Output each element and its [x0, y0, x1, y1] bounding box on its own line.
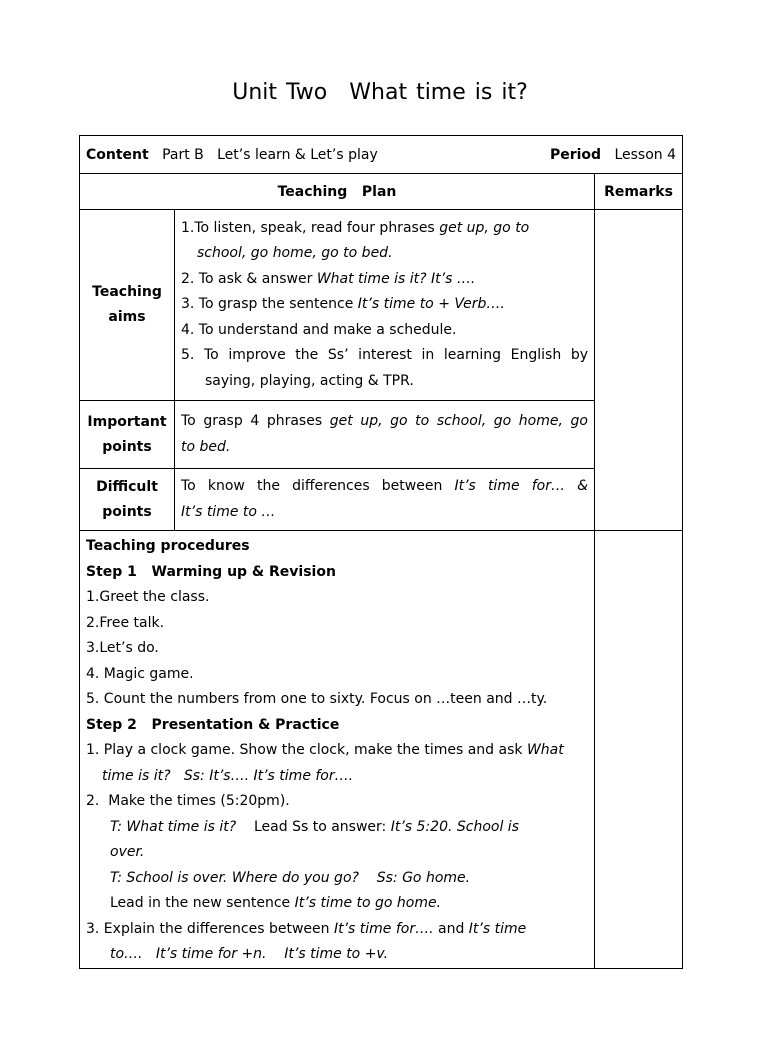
step1-item2: 2.Free talk. [86, 614, 165, 631]
important-line1 [181, 409, 588, 435]
aims-content [175, 210, 595, 401]
step1-item5: 5. Count the numbers from one to sixty. Focus on …teen and …ty. [86, 691, 548, 707]
step2-item2-lead: Lead Ss to answer: [236, 818, 391, 835]
aim-3 [181, 292, 588, 318]
difficult-label-line1: Difficult [96, 478, 158, 495]
aims-label-line2: aims [108, 309, 146, 325]
important-row [80, 401, 683, 469]
aim-3-text: 3. To grasp the sentence [181, 296, 358, 313]
title-question: What time is it? [349, 80, 528, 105]
content-label: Content [86, 146, 149, 163]
difficult-label [80, 469, 175, 531]
important-label-line1: Important [87, 413, 167, 430]
aim-5-continued: saying, playing, acting & TPR. [205, 372, 414, 389]
step2-item1-question: What [526, 742, 564, 758]
aim-1-continued: school, go home, go to bed. [197, 245, 393, 262]
lesson-plan-table [79, 135, 683, 969]
step2-item3-continued: to…. It’s time for +n. It’s time to +v. [110, 946, 389, 962]
step2-item1-continued: time is it? Ss: It’s…. It’s time for…. [102, 767, 354, 784]
procedures-content [80, 531, 595, 969]
step2-item1 [86, 738, 588, 764]
step2-item3-phrase2: It’s time [468, 920, 527, 937]
important-label-line2: points [102, 438, 152, 455]
aims-row [80, 210, 683, 401]
step1-item3: 3.Let’s do. [86, 640, 159, 656]
step2-item3-and: and [433, 920, 469, 937]
remarks-heading [595, 174, 683, 210]
difficult-row [80, 469, 683, 531]
step1-item4: 4. Magic game. [86, 665, 194, 682]
step1-item1: 1.Greet the class. [86, 589, 210, 605]
remarks-cell [595, 210, 683, 531]
step2-item2-dialogue [86, 815, 588, 841]
aim-1 [181, 216, 588, 242]
step2-item2-lead-in-text: Lead in the new sentence [110, 895, 295, 911]
header-row [80, 136, 683, 174]
step2-item2-answer: It’s 5:20. School is [390, 818, 519, 835]
step2-item3 [86, 917, 588, 943]
step2-heading: Step 2 Presentation & Practice [86, 716, 340, 733]
step2-item1-text: 1. Play a clock game. Show the clock, make the times and ask [86, 742, 527, 758]
step1-heading: Step 1 Warming up & Revision [86, 563, 336, 580]
aim-1-phrase: get up, go to [439, 219, 530, 236]
procedures-remarks-cell [595, 531, 683, 969]
important-text: To grasp 4 phrases [181, 413, 330, 429]
header-cell [80, 136, 683, 174]
difficult-content [175, 469, 595, 531]
important-content [175, 401, 595, 469]
difficult-line2: It’s time to … [181, 503, 276, 520]
period-value: Lesson 4 [614, 146, 676, 163]
teaching-plan-heading [80, 174, 595, 210]
period-label: Period [549, 146, 602, 163]
difficult-phrase: It’s time for… & [454, 478, 588, 494]
step2-item2-answer-continued: over. [110, 844, 145, 860]
step2-item2-teacher-question: T: What time is it? [110, 818, 237, 835]
procedures-row [80, 531, 683, 969]
aim-3-phrase: It’s time to + Verb…. [357, 296, 505, 313]
aim-2-phrase: What time is it? It’s …. [316, 270, 476, 287]
difficult-label-line2: points [102, 503, 152, 520]
step2-item2-dialogue2: T: School is over. Where do you go? Ss: Go home. [110, 869, 471, 886]
step2-item2-new-sentence: It’s time to go home. [294, 895, 442, 911]
title-unit: Unit Two [232, 80, 328, 105]
step2-item3-text: 3. Explain the differences between [86, 920, 334, 937]
document-title [0, 80, 760, 105]
aim-4: 4. To understand and make a schedule. [181, 321, 457, 338]
plan-header-row [80, 174, 683, 210]
aims-label-line1: Teaching [92, 284, 162, 300]
aim-1-text: 1.To listen, speak, read four phrases [181, 219, 440, 236]
aim-5: 5. To improve the Ss’ interest in learning English by [181, 347, 588, 364]
procedures-heading: Teaching procedures [86, 538, 250, 554]
important-phrases: get up, go to school, go home, go [329, 413, 588, 429]
aim-2-text: 2. To ask & answer [181, 270, 317, 287]
important-label [80, 401, 175, 469]
remarks-text: Remarks [604, 183, 673, 200]
step2-item3-phrase1: It’s time for…. [333, 920, 434, 937]
step2-item2-lead-in [86, 891, 588, 917]
step2-item2: 2. Make the times (5:20pm). [86, 793, 290, 809]
aims-label [80, 210, 175, 401]
difficult-text: To know the differences between [181, 478, 455, 494]
important-line2: to bed. [181, 438, 231, 455]
teaching-plan-text: Teaching Plan [277, 183, 397, 200]
content-value: Part B Let’s learn & Let’s play [162, 146, 378, 163]
difficult-line1 [181, 474, 588, 500]
aim-2 [181, 267, 588, 293]
